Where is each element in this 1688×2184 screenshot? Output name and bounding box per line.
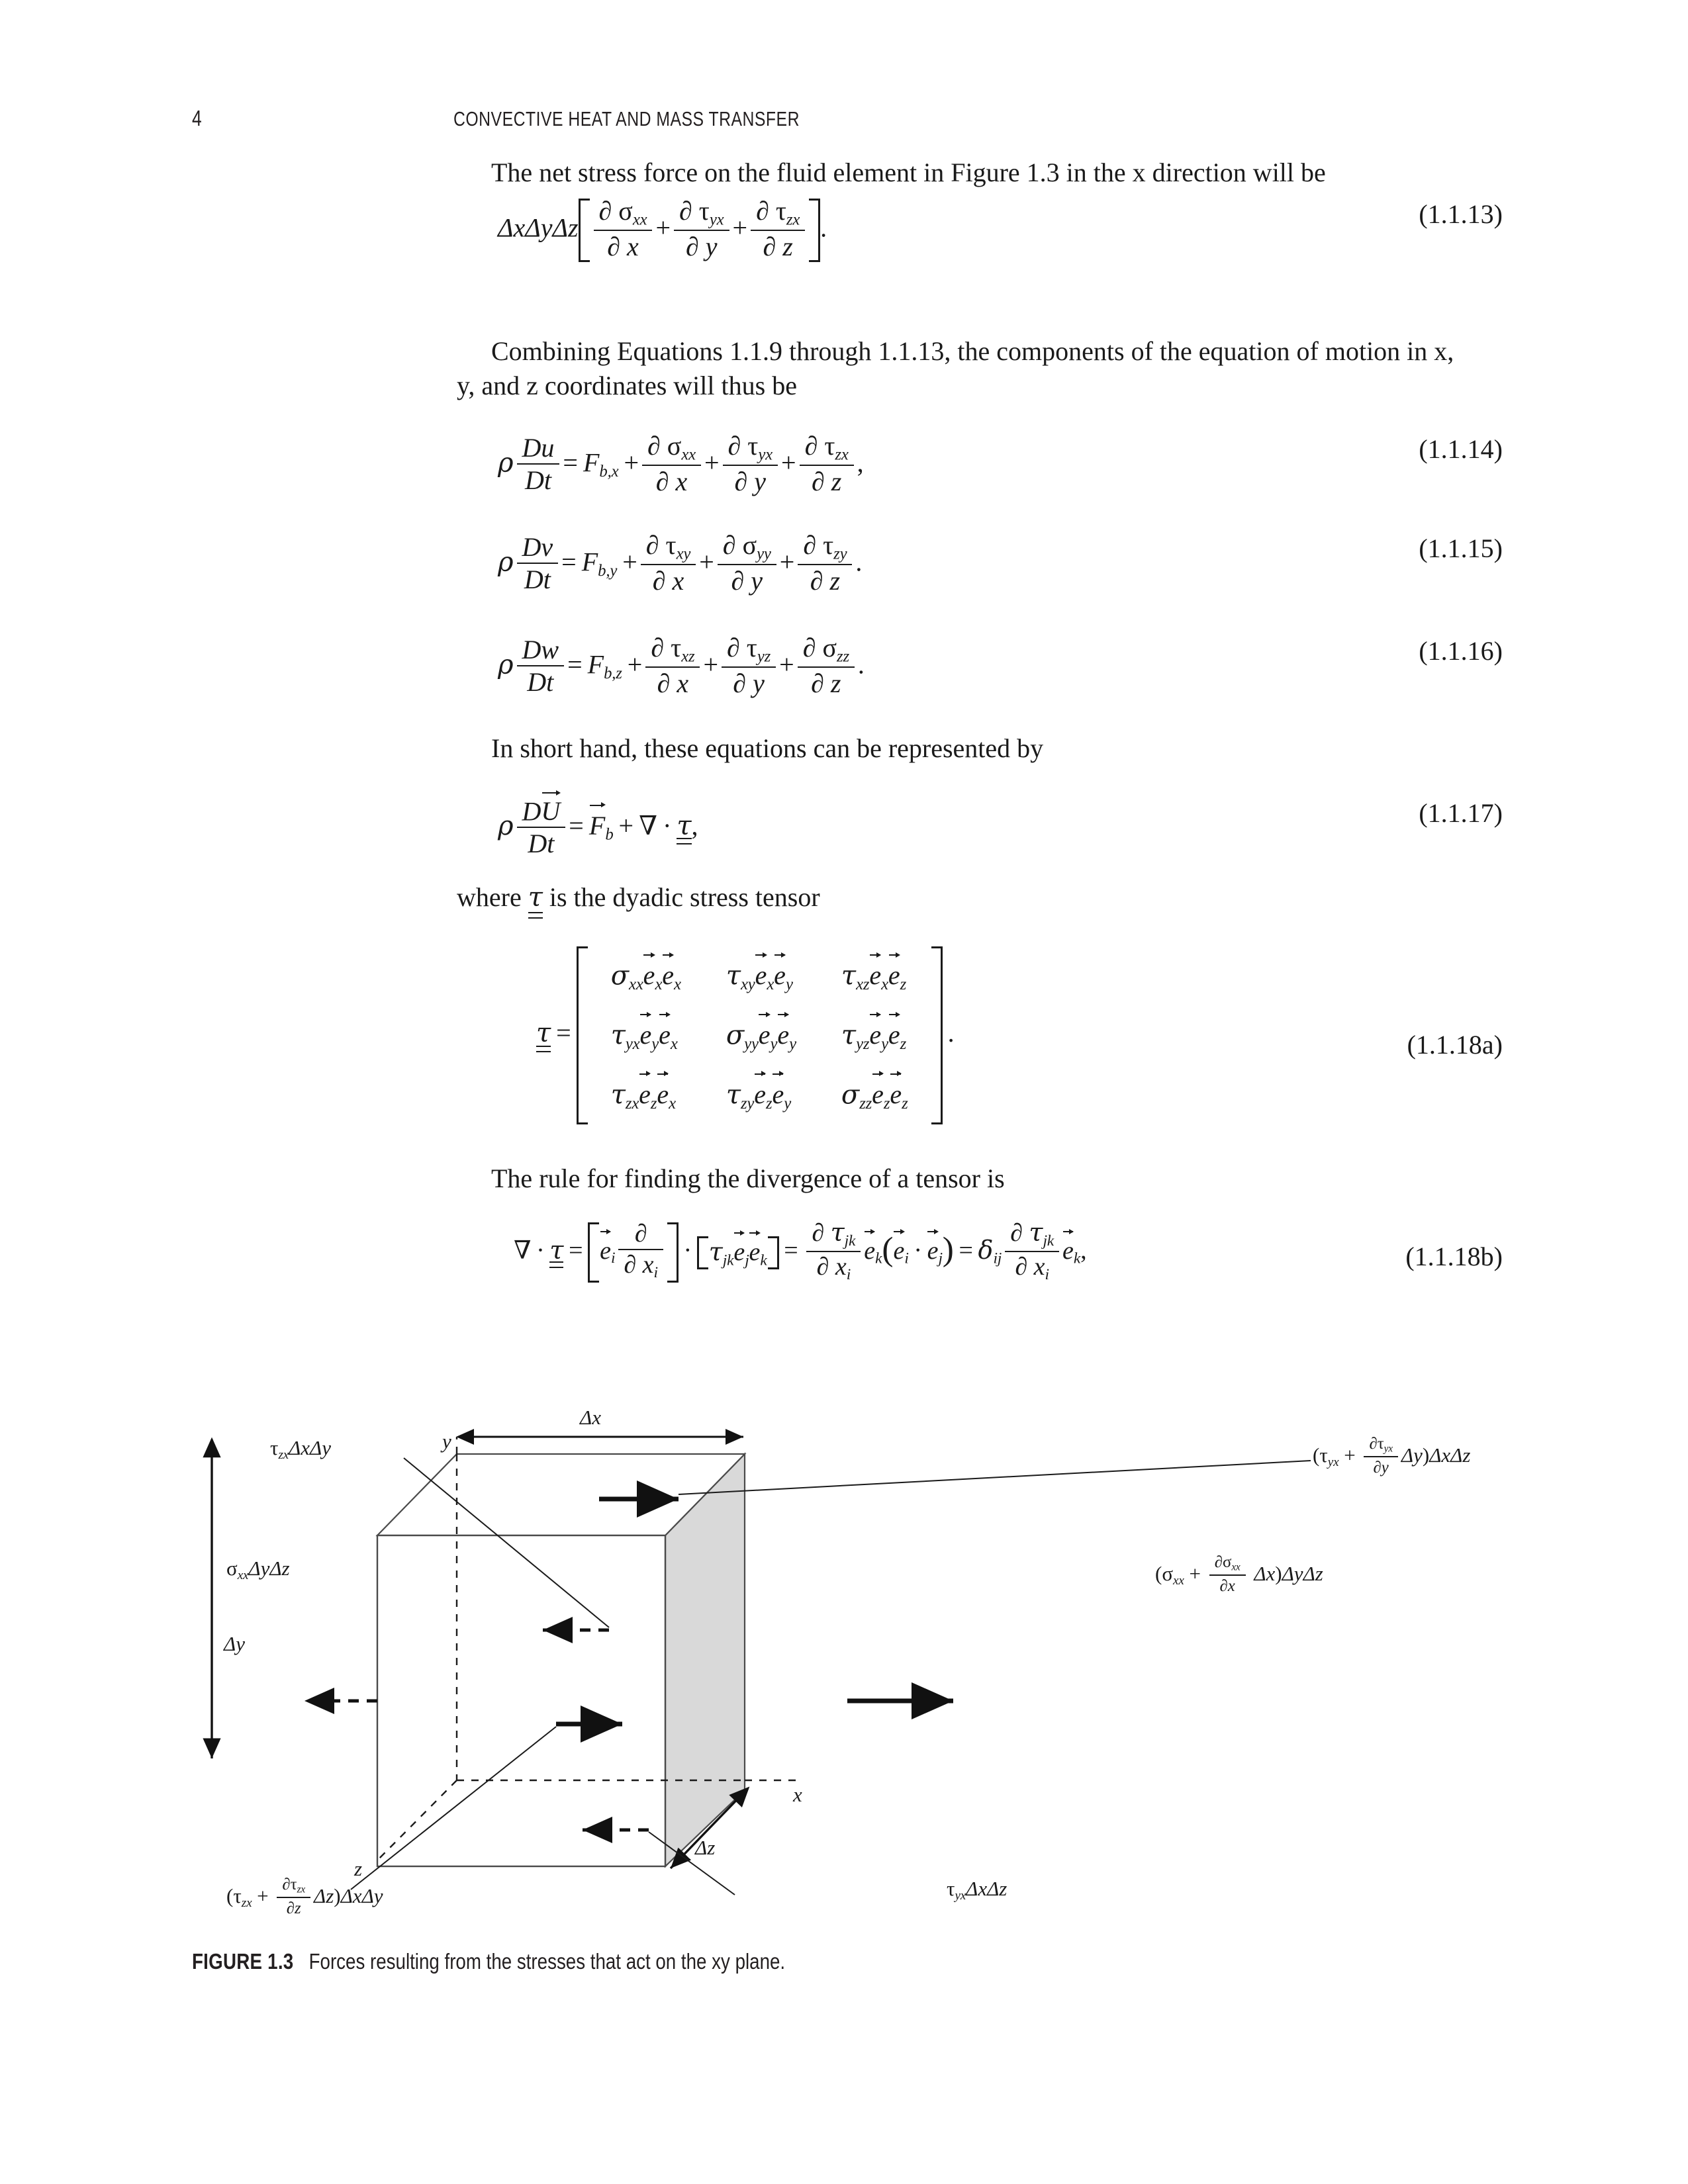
eq15-term-3: $\frac{\partial \tau_{zy}}{\partial z}$ — [798, 531, 852, 595]
right-mid-fraction: $\frac{\partial\sigma_{xx}}{\partial x}$ — [1209, 1554, 1246, 1595]
tensor-symbol: τ — [549, 1236, 563, 1267]
eq14-material-derivative: $\frac{Du}{Dt}$ — [517, 434, 560, 494]
eq14-term-1: $\frac{\partial \sigma_{xx}}{\partial x}$ — [642, 432, 701, 496]
paragraph-5: The rule for finding the divergence of a tensor is — [491, 1163, 1005, 1193]
label-delta-z: Δz — [695, 1836, 716, 1859]
equation-1-1-18b: ∇ · $\tau = e_i$ $\frac{\partial}{\partial x_i}$ · $\tau_{jk}e_je_k$ = $\frac{\partial \tau_{jk}}{\partial x_i}$ $e_k(e_i \cdot e_j) = \delta_{ij}$ $\frac{\partial \tau_{jk}}{\partial x_i}$ $e_k$, — [514, 1218, 1087, 1283]
label-y-axis: y — [442, 1430, 451, 1453]
label-z-axis: z — [354, 1857, 363, 1880]
matrix-row — [588, 1006, 931, 1066]
figure-caption-label: FIGURE 1.3 — [192, 1949, 294, 1974]
paragraph-2-block — [457, 334, 1503, 403]
eq18b-term-2: $\frac{\partial \tau_{jk}}{\partial x_i}$ — [1005, 1220, 1059, 1283]
stress-tensor-symbol: τ — [677, 811, 691, 844]
equation-number-1-1-18b: (1.1.18b) — [1405, 1242, 1503, 1271]
matrix-cell: $\tau_{zx}e_ze_x$ — [588, 1066, 704, 1125]
matrix-cell: $\tau_{yz}e_ye_z$ — [819, 1006, 931, 1066]
running-head — [192, 106, 1503, 136]
paragraph-4: where τ is the dyadic stress tensor — [457, 880, 1503, 917]
paragraph-4-block — [457, 880, 1503, 917]
eq13-term-3: $\frac{\partial \tau_{zx}}{\partial z}$ — [751, 197, 805, 261]
eq18b-bracket-2: $\tau_{jk}e_je_k$ — [697, 1236, 779, 1269]
matrix-cell: $\tau_{xy}e_xe_y$ — [704, 946, 819, 1006]
running-head-title: CONVECTIVE HEAT AND MASS TRANSFER — [453, 107, 800, 130]
eq18b-bracket-1: $e_i$ $\frac{\partial}{\partial x_i}$ — [588, 1222, 679, 1283]
eq16-term-3: $\frac{\partial \sigma_{zz}}{\partial z}$ — [798, 634, 855, 698]
equation-1-1-13 — [498, 196, 827, 262]
eq13-prefix: ΔxΔyΔz — [498, 212, 579, 243]
label-sigma-xx-gradient: ($\sigma_{xx}$ + $\frac{\partial\sigma_{xx}}{\partial x}$ Δx)ΔyΔz — [1155, 1553, 1323, 1595]
label-tau-zx-gradient: ($\tau_{zx}$ + $\frac{\partial\tau_{zx}}{\partial z}$ Δz)ΔxΔy — [226, 1876, 383, 1917]
label-x-axis: x — [793, 1783, 802, 1806]
label-tau-yx-dxdz: $\tau_{yx}\Delta x\Delta z$ — [947, 1877, 1008, 1903]
matrix-bracket — [577, 946, 943, 1124]
paragraph-2-line-2: y, and z coordinates will thus be — [457, 371, 797, 400]
eq14-term-3: $\frac{\partial \tau_{zx}}{\partial z}$ — [800, 432, 854, 496]
tensor-lhs-symbol: τ — [536, 1018, 551, 1051]
equation-1-1-15: ρ $\frac{Dv}{Dt}$ = $F_{b,y}$ + $\frac{\partial \tau_{xy}}{\partial x}$ + $\frac{\partial \sigma_{yy}}{\partial y}$ + $\frac{\partial \tau_{zy}}{\partial z}$ . — [498, 530, 863, 596]
nabla-icon: ∇ — [639, 810, 658, 841]
paragraph-5-block — [457, 1161, 1503, 1196]
eq18b-partial-operator: $\frac{\partial}{\partial x_i}$ — [618, 1221, 663, 1281]
label-sigma-xx-dydz: $\sigma_{xx}\Delta y\Delta z$ — [226, 1557, 290, 1582]
eq13-bracket: $\frac{\partial \sigma_{xx}}{\partial x}$ + $\frac{\partial \tau_{yx}}{\partial y}$ + $\frac{\partial \tau_{zx}}{\partial z}$ — [579, 199, 821, 262]
equation-1-1-17: ρ $\frac{DU}{Dt}$ = $F_b$ + ∇ · τ, — [498, 796, 698, 859]
stress-cube-diagram — [185, 1307, 1503, 1916]
equation-1-1-14: ρ $\frac{Du}{Dt}$ = $F_{b,x}$ + $\frac{\partial \sigma_{xx}}{\partial x}$ + $\frac{\partial \tau_{yx}}{\partial y}$ + $\frac{\partial \tau_{zx}}{\partial z}$ , — [498, 431, 864, 497]
matrix-cell: $\tau_{zy}e_ze_y$ — [704, 1066, 819, 1125]
label-tau-yx-gradient: ($\tau_{yx}$ + $\frac{\partial\tau_{yx}}{\partial y}$ Δy)ΔxΔz — [1313, 1435, 1471, 1477]
eq13-tail: . — [820, 212, 827, 243]
stress-tensor-symbol-inline: τ — [528, 880, 543, 917]
equation-number-1-1-14: (1.1.14) — [1419, 434, 1503, 464]
figure-caption-text: Forces resulting from the stresses that act on the xy plane. — [308, 1949, 786, 1974]
matrix-cell: $\tau_{xz}e_xe_z$ — [819, 946, 931, 1006]
equation-1-1-18a: $\tau = \sigma_{xx}e_xe_x$ $\tau_{xy}e_xe_y$ $\tau_{xz}e_xe_z$ $\tau_{yx}e_ye_x$ $\sigma_{yy}e_ye_y$ $\tau_{yz}e_ye_z$ $\tau_{zx}e_ze_x$ $\tau_{zy}e_ze_y$ $\sigma_{zz}e_ze_z$ . — [536, 946, 955, 1124]
equation-number-1-1-17: (1.1.17) — [1419, 798, 1503, 828]
top-right-leader-line — [679, 1461, 1311, 1494]
matrix-cell: $\tau_{yx}e_ye_x$ — [588, 1006, 704, 1066]
top-right-fraction: $\frac{\partial\tau_{yx}}{\partial y}$ — [1364, 1435, 1397, 1477]
eq14-term-2: $\frac{\partial \tau_{yx}}{\partial y}$ — [723, 432, 778, 496]
eq13-term-1: $\frac{\partial \sigma_{xx}}{\partial x}$ — [594, 197, 653, 261]
eq15-term-2: $\frac{\partial \sigma_{yy}}{\partial y}$ — [718, 531, 776, 595]
matrix-cell: $\sigma_{yy}e_ye_y$ — [704, 1006, 819, 1066]
equation-1-1-16: ρ $\frac{Dw}{Dt}$ = $F_{b,z}$ + $\frac{\partial \tau_{xz}}{\partial x}$ + $\frac{\partial \tau_{yz}}{\partial y}$ + $\frac{\partial \sigma_{zz}}{\partial z}$ . — [498, 633, 865, 699]
figure-caption — [192, 1949, 1299, 1974]
cube-front-face — [377, 1535, 665, 1866]
eq16-material-derivative: $\frac{Dw}{Dt}$ — [517, 636, 565, 696]
nabla-icon: ∇ — [514, 1236, 532, 1265]
eq16-term-1: $\frac{\partial \tau_{xz}}{\partial x}$ — [645, 634, 700, 698]
equation-number-1-1-16: (1.1.16) — [1419, 636, 1503, 666]
paragraph-1-block — [457, 156, 1503, 190]
eq13-term-2: $\frac{\partial \tau_{yx}}{\partial y}$ — [674, 197, 729, 261]
eq16-term-2: $\frac{\partial \tau_{yz}}{\partial y}$ — [722, 634, 776, 698]
eq17-material-derivative: $\frac{DU}{Dt}$ — [517, 796, 566, 858]
dyadic-tensor-matrix — [588, 946, 931, 1124]
page-number: 4 — [192, 106, 202, 130]
body-force-vector-symbol: F — [589, 809, 605, 841]
paragraph-3: In short hand, these equations can be represented by — [491, 733, 1044, 763]
figure-1-3 — [185, 1307, 1503, 1916]
velocity-vector-symbol: U — [541, 796, 561, 827]
paragraph-1: The net stress force on the fluid element in Figure 1.3 in the x direction will be — [491, 158, 1326, 187]
eq18b-term-1: $\frac{\partial \tau_{jk}}{\partial x_i}$ — [806, 1220, 861, 1283]
equation-number-1-1-13: (1.1.13) — [1419, 199, 1503, 229]
label-delta-x: Δx — [580, 1406, 601, 1429]
paragraph-3-block — [457, 731, 1503, 766]
equation-number-1-1-18a: (1.1.18a) — [1407, 1030, 1503, 1060]
matrix-row — [588, 946, 931, 1006]
matrix-cell: $\sigma_{zz}e_ze_z$ — [819, 1066, 931, 1125]
equation-number-1-1-15: (1.1.15) — [1419, 533, 1503, 563]
eq15-term-1: $\frac{\partial \tau_{xy}}{\partial x}$ — [641, 531, 696, 595]
matrix-row — [588, 1066, 931, 1125]
matrix-cell: $\sigma_{xx}e_xe_x$ — [588, 946, 704, 1006]
eq15-material-derivative: $\frac{Dv}{Dt}$ — [517, 533, 559, 594]
paragraph-2-line-1: Combining Equations 1.1.9 through 1.1.13, the components of the equation of motion in x, — [491, 336, 1454, 366]
label-delta-y: Δy — [224, 1632, 245, 1655]
bottom-left-fraction: $\frac{\partial\tau_{zx}}{\partial z}$ — [277, 1876, 310, 1917]
label-tau-zx-dxdy: $\tau_{zx}\Delta x\Delta y$ — [270, 1436, 331, 1462]
